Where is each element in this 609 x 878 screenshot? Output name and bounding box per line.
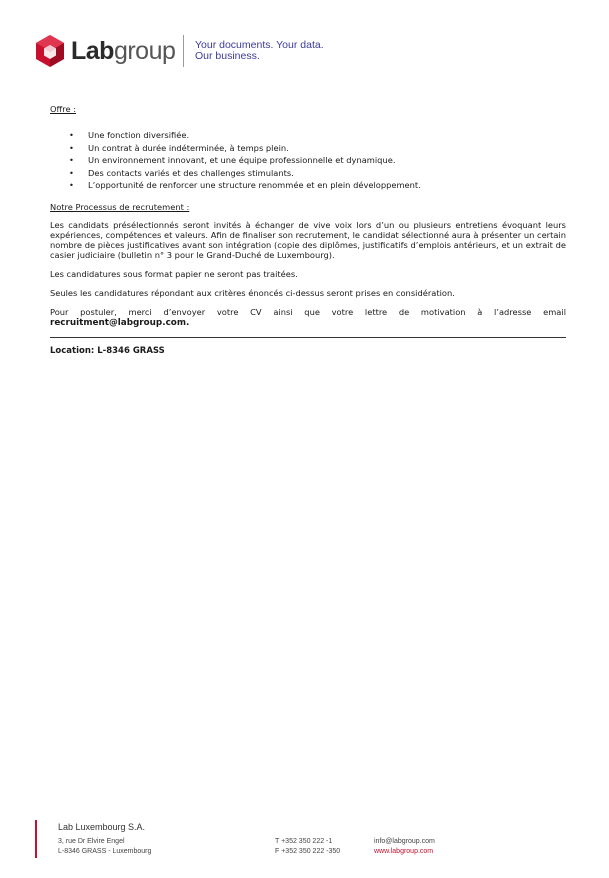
paper-note: Les candidatures sous format papier ne seront pas traitées.	[50, 269, 298, 279]
footer-address-line-2: L-8346 GRASS - Luxembourg	[58, 848, 152, 855]
page-footer	[35, 820, 575, 860]
header-divider	[183, 35, 184, 67]
bullet-icon: •	[69, 155, 74, 165]
offer-heading: Offre :	[50, 104, 77, 114]
bullet-icon: •	[69, 180, 74, 190]
process-heading: Notre Processus de recrutement :	[50, 202, 190, 212]
letterhead	[35, 32, 365, 72]
offer-list	[50, 130, 566, 190]
footer-website-link[interactable]: www.labgroup.com	[374, 848, 434, 855]
job-posting-body	[50, 104, 566, 356]
list-item: • L’opportunité de renforcer une structure renommée et en plein développement.	[69, 180, 421, 190]
list-item: • Un environnement innovant, et une équipe professionnelle et dynamique.	[69, 155, 396, 165]
labgroup-cube-logo-icon	[35, 34, 65, 68]
job-location: Location: L-8346 GRASS	[50, 346, 165, 356]
footer-email-link[interactable]: info@labgroup.com	[374, 838, 435, 845]
bullet-icon: •	[69, 142, 74, 153]
process-paragraph: Les candidats présélectionnés seront invités à échanger de vive voix lors d’un ou plusieurs entretiens évoquant leurs expériences, compétences et valeurs. Afin de finaliser son recrutement, le candidat sélectionné aura à présenter un certain nombre de pièces justificatives avant son intégration (copie des diplômes, justificatifs d’emplois antérieurs, et un extrait de casier judiciaire (bulletin n° 3 pour le Grand-Duché de Luxembourg).	[50, 220, 566, 260]
tagline	[195, 40, 324, 62]
footer-phone: T +352 350 222 -1	[275, 838, 333, 845]
bullet-icon: •	[69, 130, 74, 140]
section-divider	[50, 337, 566, 338]
recruitment-email-link[interactable]: recruitment@labgroup.com.	[50, 318, 190, 328]
bullet-icon: •	[69, 167, 74, 178]
list-item: • Une fonction diversifiée.	[69, 130, 190, 140]
tagline-line-2: Our business.	[195, 50, 260, 62]
criteria-note: Seules les candidatures répondant aux critères énoncés ci-dessus seront prises en considération.	[50, 288, 455, 298]
tagline-line-1: Your documents. Your data.	[195, 39, 324, 51]
list-item: • Un contrat à durée indéterminée, à temps plein.	[69, 142, 289, 153]
footer-accent-bar	[35, 820, 37, 858]
apply-paragraph	[50, 307, 566, 328]
list-item: • Des contacts variés et des challenges stimulants.	[69, 167, 294, 178]
logo-wordmark: Labgroup	[71, 37, 176, 65]
apply-text: Pour postuler, merci d’envoyer votre CV ainsi que votre lettre de motivation à l’adresse email	[50, 307, 566, 317]
footer-company-name: Lab Luxembourg S.A.	[58, 822, 146, 832]
footer-address-line-1: 3, rue Dr Elvire Engel	[58, 838, 125, 845]
footer-fax: F +352 350 222 -350	[275, 848, 341, 855]
